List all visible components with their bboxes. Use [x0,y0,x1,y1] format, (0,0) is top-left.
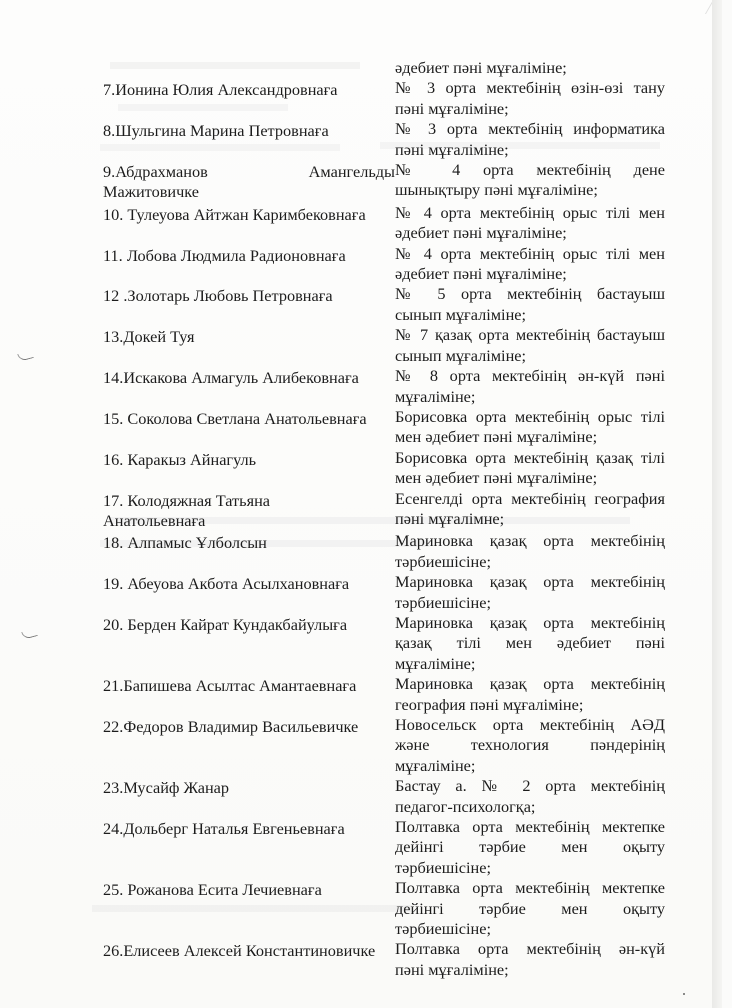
position-description [395,489,665,530]
position-line: мұғаліміне; [395,386,476,406]
name-text: 15. Соколова Светлана Анатольевнаға [103,408,367,428]
position-line: қазақ тілі мен әдебиет пәні [395,633,665,653]
position-line: пәні мұғаліміне; [395,139,509,159]
name-text: 23.Мусайф Жанар [103,778,230,798]
position-line: № 5 орта мектебінің бастауыш [395,284,665,304]
position-line: Новосельск орта мектебінің АӘД [395,715,665,734]
recipient-name [103,939,395,961]
position-line: Борисовка орта мектебінің орыс тілі [395,406,665,426]
list-item [103,613,673,674]
position-line: мен әдебиет пәні мұғаліміне; [395,468,598,488]
position-line: мұғаліміне; [395,755,476,775]
recipient-name [103,674,395,696]
position-line: тәрбиешісіне; [395,919,491,939]
position-line: Есенгелді орта мектебінің география [395,488,665,508]
recipient-name [103,407,395,429]
scan-edge [712,0,722,1008]
recipient-name [103,284,395,306]
recipient-name [103,776,395,798]
position-line: № 4 орта мектебінің орыс тілі мен [395,202,665,222]
position-line: пәні мұғаліміне; [395,98,509,118]
position-line: Мариновка қазақ орта мектебінің [395,531,665,551]
position-description [395,448,665,489]
position-line: Полтавка орта мектебінің мектепке [395,878,665,898]
position-line: № 3 орта мектебінің өзін-өзі тану [395,78,665,98]
list-item [103,489,673,532]
recipient-name [103,119,395,141]
recipient-name [103,325,395,347]
position-line: мұғаліміне; [395,653,476,673]
position-line: сынып мұғаліміне; [395,304,527,324]
name-text: 13.Докей Туя [103,327,195,347]
name-text: 25. Рожанова Есита Лечиевнаға [103,880,322,900]
list-item [103,203,673,244]
recipient-name [103,613,395,635]
recipient-name [103,244,395,266]
position-line: Мариновка қазақ орта мектебінің [395,674,665,694]
position-description [395,119,665,160]
position-line: тәрбиешісіне; [395,551,491,571]
position-description [395,531,665,572]
position-line: мен әдебиет пәні мұғаліміне; [395,427,598,447]
position-line: Полтавка орта мектебінің мектепке [395,817,665,837]
position-description [395,78,665,119]
recipient-name [103,817,395,839]
position-line: және технология пәндерінің [395,735,665,755]
position-line: пәні мұғалімне; [395,508,505,528]
position-line: тәрбиешісіне; [395,857,491,877]
recipient-name [103,489,395,532]
recipient-name [103,78,395,100]
position-line: Бастау а. № 2 орта мектебінің [395,776,665,796]
name-part: 17. Колодяжная Татьяна [103,490,271,510]
position-description [395,776,665,817]
name-text: 16. Каракыз Айнагуль [103,449,257,469]
position-line: сынып мұғаліміне; [395,345,527,365]
position-description [395,325,665,366]
name-text: 11. Лобова Людмила Радионовнаға [103,245,346,265]
name-part: Анатольевнаға [103,510,206,530]
position-line: № 4 орта мектебінің орыс тілі мен [395,243,665,263]
list-item [103,715,673,776]
name-text: 18. Алпамыс Ұлболсын [103,533,267,553]
speck [683,993,685,995]
position-line: пәні мұғаліміне; [395,959,509,979]
position-line: әдебиет пәні мұғаліміне; [395,264,567,284]
position-description [395,613,665,674]
position-description [395,674,665,715]
list-item [103,244,673,285]
name-text: 14.Искакова Алмагуль Алибековнаға [103,368,359,388]
list-item [103,776,673,817]
position-line: Мариновка қазақ орта мектебінің [395,572,665,592]
position-line: № 4 орта мектебінің дене [395,160,665,180]
position-description [395,572,665,613]
name-part: Амангельды [308,162,395,182]
list-item [103,119,673,160]
position-description [395,366,665,407]
recipient-name [103,531,395,553]
list-item [103,160,673,203]
position-line: № 3 орта мектебінің информатика [395,119,665,139]
recipient-name [103,160,395,203]
position-description [395,284,665,325]
list-item [103,325,673,366]
recipient-name [103,448,395,470]
list-item [103,531,673,572]
list-item [103,284,673,325]
position-description [395,203,665,244]
check-mark-icon [17,350,34,362]
recipient-name [103,203,395,225]
list-item [103,572,673,613]
position-line: география пәні мұғаліміне; [395,694,584,714]
list-item [103,448,673,489]
position-description [395,878,665,939]
position-line: дейінгі тәрбие мен оқыту [395,898,665,918]
list-item [103,674,673,715]
continuation-text: әдебиет пәні мұғаліміне; [395,58,567,77]
list-item [103,878,673,939]
name-text: 10. Тулеуова Айтжан Каримбековнаға [103,204,366,224]
position-line: тәрбиешісіне; [395,592,491,612]
recipient-name [103,715,395,737]
position-line: № 7 қазақ орта мектебінің бастауыш [395,325,665,345]
list-item [103,939,673,980]
position-description [395,160,665,201]
recipient-name [103,572,395,594]
position-line: шынықтыру пәні мұғаліміне; [395,180,598,200]
name-text: 26.Елисеев Алексей Константиновичке [103,941,376,961]
position-line: Мариновка қазақ орта мектебінің [395,612,665,632]
name-text: 20. Берден Кайрат Кундакбайулыға [103,614,348,634]
position-description [395,939,665,980]
position-line: № 8 орта мектебінің ән-күй пәні [395,366,665,386]
name-text: 7.Ионина Юлия Александровнаға [103,80,338,100]
name-text: 8.Шульгина Марина Петровнаға [103,121,329,141]
name-text: 12 .Золотарь Любовь Петровнаға [103,286,333,306]
list-item [103,78,673,119]
list-item [103,407,673,448]
recipient-name [103,366,395,388]
check-mark-icon [21,628,38,640]
position-line: педагог-психологқа; [395,796,536,816]
position-line: Полтавка орта мектебінің ән-күй [395,939,665,959]
name-text: 24.Дольберг Наталья Евгеньевнаға [103,819,345,839]
position-description [395,715,665,776]
name-text: 19. Абеуова Акбота Асылхановнаға [103,574,350,594]
position-description [395,407,665,448]
list-item [103,817,673,878]
name-text: 21.Бапишева Асылтас Амантаевнаға [103,676,357,696]
position-line: Борисовка орта мектебінің қазақ тілі [395,447,665,467]
position-description [395,244,665,285]
position-description [395,817,665,878]
position-line: әдебиет пәні мұғаліміне; [395,223,567,243]
appointment-list [103,58,673,980]
list-item [103,366,673,407]
name-text: 22.Федоров Владимир Васильевичке [103,717,359,736]
page-corner-mark [685,0,714,14]
name-part: Мажитовичке [103,182,200,202]
name-part: 9.Абдрахманов [103,162,208,182]
position-line: дейінгі тәрбие мен оқыту [395,837,665,857]
recipient-name [103,878,395,900]
